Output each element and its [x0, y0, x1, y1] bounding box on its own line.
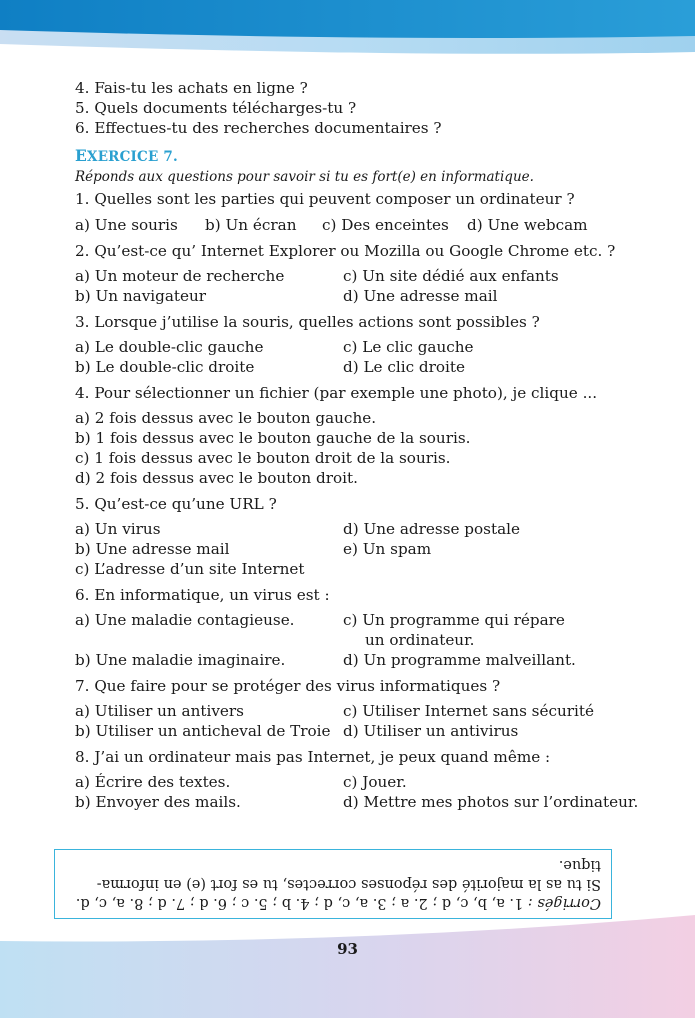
- option: b) Une maladie imaginaire.: [75, 651, 286, 669]
- option: c) Un programme qui répare: [343, 611, 565, 629]
- option: a) Le double-clic gauche: [75, 338, 264, 356]
- option: b) Un écran: [205, 216, 297, 234]
- option-row: [75, 610, 635, 630]
- option-continuation: un ordinateur.: [365, 631, 475, 649]
- option: c) L’adresse d’un site Internet: [75, 560, 305, 578]
- option: a) Une souris: [75, 216, 178, 234]
- question-1-options: [75, 215, 635, 235]
- question-1: 1. Quelles sont les parties qui peuvent composer un ordinateur ?: [75, 190, 575, 208]
- option: d) Utiliser un antivirus: [343, 722, 519, 740]
- option: b) Envoyer des mails.: [75, 793, 241, 811]
- option: d) Une adresse mail: [343, 287, 498, 305]
- option-row: [75, 701, 635, 721]
- option: d) Une adresse postale: [343, 520, 520, 538]
- option: d) Le clic droite: [343, 358, 466, 376]
- option-row: [75, 266, 635, 286]
- question-2: 2. Qu’est-ce qu’ Internet Explorer ou Mozilla ou Google Chrome etc. ?: [75, 242, 616, 260]
- answer-key-line: tique.: [558, 857, 601, 873]
- option: a) Une maladie contagieuse.: [75, 611, 295, 629]
- option: b) Utiliser un anticheval de Troie: [75, 722, 331, 740]
- lead-question: 6. Effectues-tu des recherches documentaires ?: [75, 119, 442, 137]
- question-3: 3. Lorsque j’utilise la souris, quelles actions sont possibles ?: [75, 313, 540, 331]
- option-row: [75, 286, 635, 306]
- footer-decoration: [0, 915, 695, 1018]
- header-decoration: [0, 0, 695, 72]
- answer-key-line: Si tu as la majorité des réponses correctes, tu es fort (e) en informa-: [96, 876, 601, 892]
- option: a) Utiliser un antivers: [75, 702, 244, 720]
- option: c) Le clic gauche: [343, 338, 474, 356]
- option: b) Le double-clic droite: [75, 358, 255, 376]
- page-number: 93: [337, 940, 358, 958]
- option-row: [75, 772, 635, 792]
- option: d) Une webcam: [467, 216, 588, 234]
- question-6: 6. En informatique, un virus est :: [75, 586, 330, 604]
- page-content: [75, 78, 639, 812]
- option: d) Un programme malveillant.: [343, 651, 576, 669]
- option: c) Utiliser Internet sans sécurité: [343, 702, 594, 720]
- option: a) Un virus: [75, 520, 161, 538]
- option-row: [75, 650, 635, 670]
- option: a) 2 fois dessus avec le bouton gauche.: [75, 409, 377, 427]
- question-5: 5. Qu’est-ce qu’une URL ?: [75, 495, 277, 513]
- answer-key-box: [54, 849, 612, 919]
- option: d) 2 fois dessus avec le bouton droit.: [75, 469, 358, 487]
- option: a) Écrire des textes.: [75, 773, 231, 791]
- option: b) Un navigateur: [75, 287, 207, 305]
- answer-key-line: Corrigés : 1. a, b, c, d ; 2. a ; 3. a, c, d ; 4. b ; 5. c ; 6. d ; 7. d ; 8. a, c, d.: [75, 895, 601, 911]
- answer-key-upside-down: [55, 850, 611, 918]
- option: c) Un site dédié aux enfants: [343, 267, 559, 285]
- option-row: [75, 630, 635, 650]
- option: c) Des enceintes: [322, 216, 449, 234]
- question-4: 4. Pour sélectionner un fichier (par exemple une photo), je clique ...: [75, 384, 598, 402]
- option: b) Une adresse mail: [75, 540, 230, 558]
- question-8: 8. J’ai un ordinateur mais pas Internet, je peux quand même :: [75, 748, 551, 766]
- option: c) 1 fois dessus avec le bouton droit de la souris.: [75, 449, 451, 467]
- option-row: [75, 337, 635, 357]
- lead-question: 4. Fais-tu les achats en ligne ?: [75, 79, 308, 97]
- option-row: [75, 792, 639, 812]
- option: b) 1 fois dessus avec le bouton gauche de la souris.: [75, 429, 471, 447]
- option-row: [75, 539, 635, 559]
- option: d) Mettre mes photos sur l’ordinateur.: [343, 793, 639, 811]
- lead-question: 5. Quels documents télécharges-tu ?: [75, 99, 357, 117]
- exercise-instruction: Réponds aux questions pour savoir si tu es fort(e) en informatique.: [75, 169, 534, 185]
- option: c) Jouer.: [343, 773, 407, 791]
- question-7: 7. Que faire pour se protéger des virus informatiques ?: [75, 677, 501, 695]
- option: a) Un moteur de recherche: [75, 267, 285, 285]
- option: e) Un spam: [343, 540, 432, 558]
- option-row: [75, 519, 635, 539]
- option-row: [75, 357, 635, 377]
- exercise-title: EXERCICE 7.: [75, 146, 178, 165]
- option-row: [75, 721, 635, 741]
